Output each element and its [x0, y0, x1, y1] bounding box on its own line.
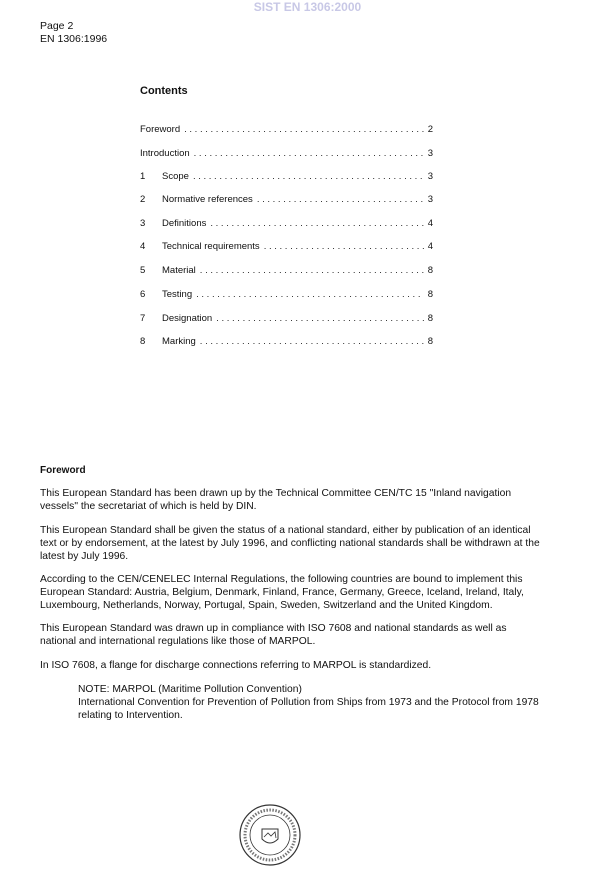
toc-number: 3 [140, 218, 146, 229]
toc-page: 4 [427, 218, 433, 229]
toc-label: Testing [162, 289, 193, 300]
toc-label: Material [162, 265, 196, 276]
page-header [40, 20, 107, 46]
toc-page: 8 [427, 313, 433, 324]
toc-leader [257, 194, 424, 205]
page-number: Page 2 [40, 20, 74, 32]
toc-page: 3 [427, 194, 433, 205]
toc-page: 4 [427, 241, 433, 252]
toc-label: Introduction [140, 148, 190, 159]
toc-number: 6 [140, 289, 146, 300]
toc-leader [264, 241, 424, 252]
toc-label: Designation [162, 313, 213, 324]
toc-page: 8 [427, 289, 433, 300]
toc-leader [194, 148, 424, 159]
toc-entry[interactable] [140, 218, 433, 229]
toc-page: 8 [427, 265, 433, 276]
paragraph: This European Standard was drawn up in compliance with ISO 7608 and national standards as well as national and international regulations like those of MARPOL. [40, 623, 507, 647]
paragraph: This European Standard shall be given the status of a national standard, either by publication of an identical text or by endorsement, at the latest by July 1996, and conflicting national standards shall be withdrawn at the latest by July 1996. [40, 525, 540, 562]
toc-page: 8 [427, 336, 433, 347]
toc-entry[interactable] [140, 265, 433, 276]
toc-entry[interactable] [140, 124, 433, 135]
toc-number: 4 [140, 241, 146, 252]
note-text: International Convention for Prevention of Pollution from Ships from 1973 and the Protocol from 1978 relating to Intervention. [78, 697, 539, 721]
toc-label: Marking [162, 336, 196, 347]
toc-entry[interactable] [140, 241, 433, 252]
toc-leader [200, 336, 424, 347]
toc-page: 3 [427, 148, 433, 159]
toc-entry[interactable] [140, 194, 433, 205]
toc-entry[interactable] [140, 313, 433, 324]
toc-number: 7 [140, 313, 146, 324]
toc-page: 3 [427, 171, 433, 182]
note-title: NOTE: MARPOL (Maritime Pollution Convention) [78, 684, 302, 695]
standard-id: EN 1306:1996 [40, 33, 108, 45]
toc-entry[interactable] [140, 148, 433, 159]
contents-title: Contents [140, 85, 188, 97]
toc-number: 2 [140, 194, 146, 205]
toc-leader [193, 171, 424, 182]
toc-label: Normative references [162, 194, 253, 205]
toc-entry[interactable] [140, 336, 433, 347]
foreword-heading: Foreword [40, 465, 86, 476]
toc-page: 2 [427, 124, 433, 135]
official-seal-icon [238, 803, 302, 867]
toc-leader [210, 218, 423, 229]
toc-leader [196, 289, 424, 300]
toc-label: Definitions [162, 218, 207, 229]
toc-label: Scope [162, 171, 189, 182]
toc-label: Foreword [140, 124, 181, 135]
toc-number: 8 [140, 336, 146, 347]
toc-leader [200, 265, 424, 276]
toc-entry[interactable] [140, 289, 433, 300]
toc-number: 1 [140, 171, 146, 182]
watermark: SIST EN 1306:2000 [253, 0, 362, 14]
toc-entry[interactable] [140, 171, 433, 182]
toc-label: Technical requirements [162, 241, 260, 252]
toc-leader [216, 313, 424, 324]
paragraph: In ISO 7608, a flange for discharge connections referring to MARPOL is standardized. [40, 660, 432, 671]
toc-number: 5 [140, 265, 146, 276]
paragraph: According to the CEN/CENELEC Internal Regulations, the following countries are bound to implement this European Standard: Austria, Belgium, Denmark, Finland, France, Germany, Greece, Iceland, Ireland, Italy, Luxembourg, Netherlands, Norway, Portugal, Spain, Sweden, Switzerland and the United Kingdom. [40, 574, 524, 611]
toc-leader [184, 124, 424, 135]
paragraph: This European Standard has been drawn up by the Technical Committee CEN/TC 15 "Inland navigation vessels" the secretariat of which is held by DIN. [40, 488, 512, 512]
